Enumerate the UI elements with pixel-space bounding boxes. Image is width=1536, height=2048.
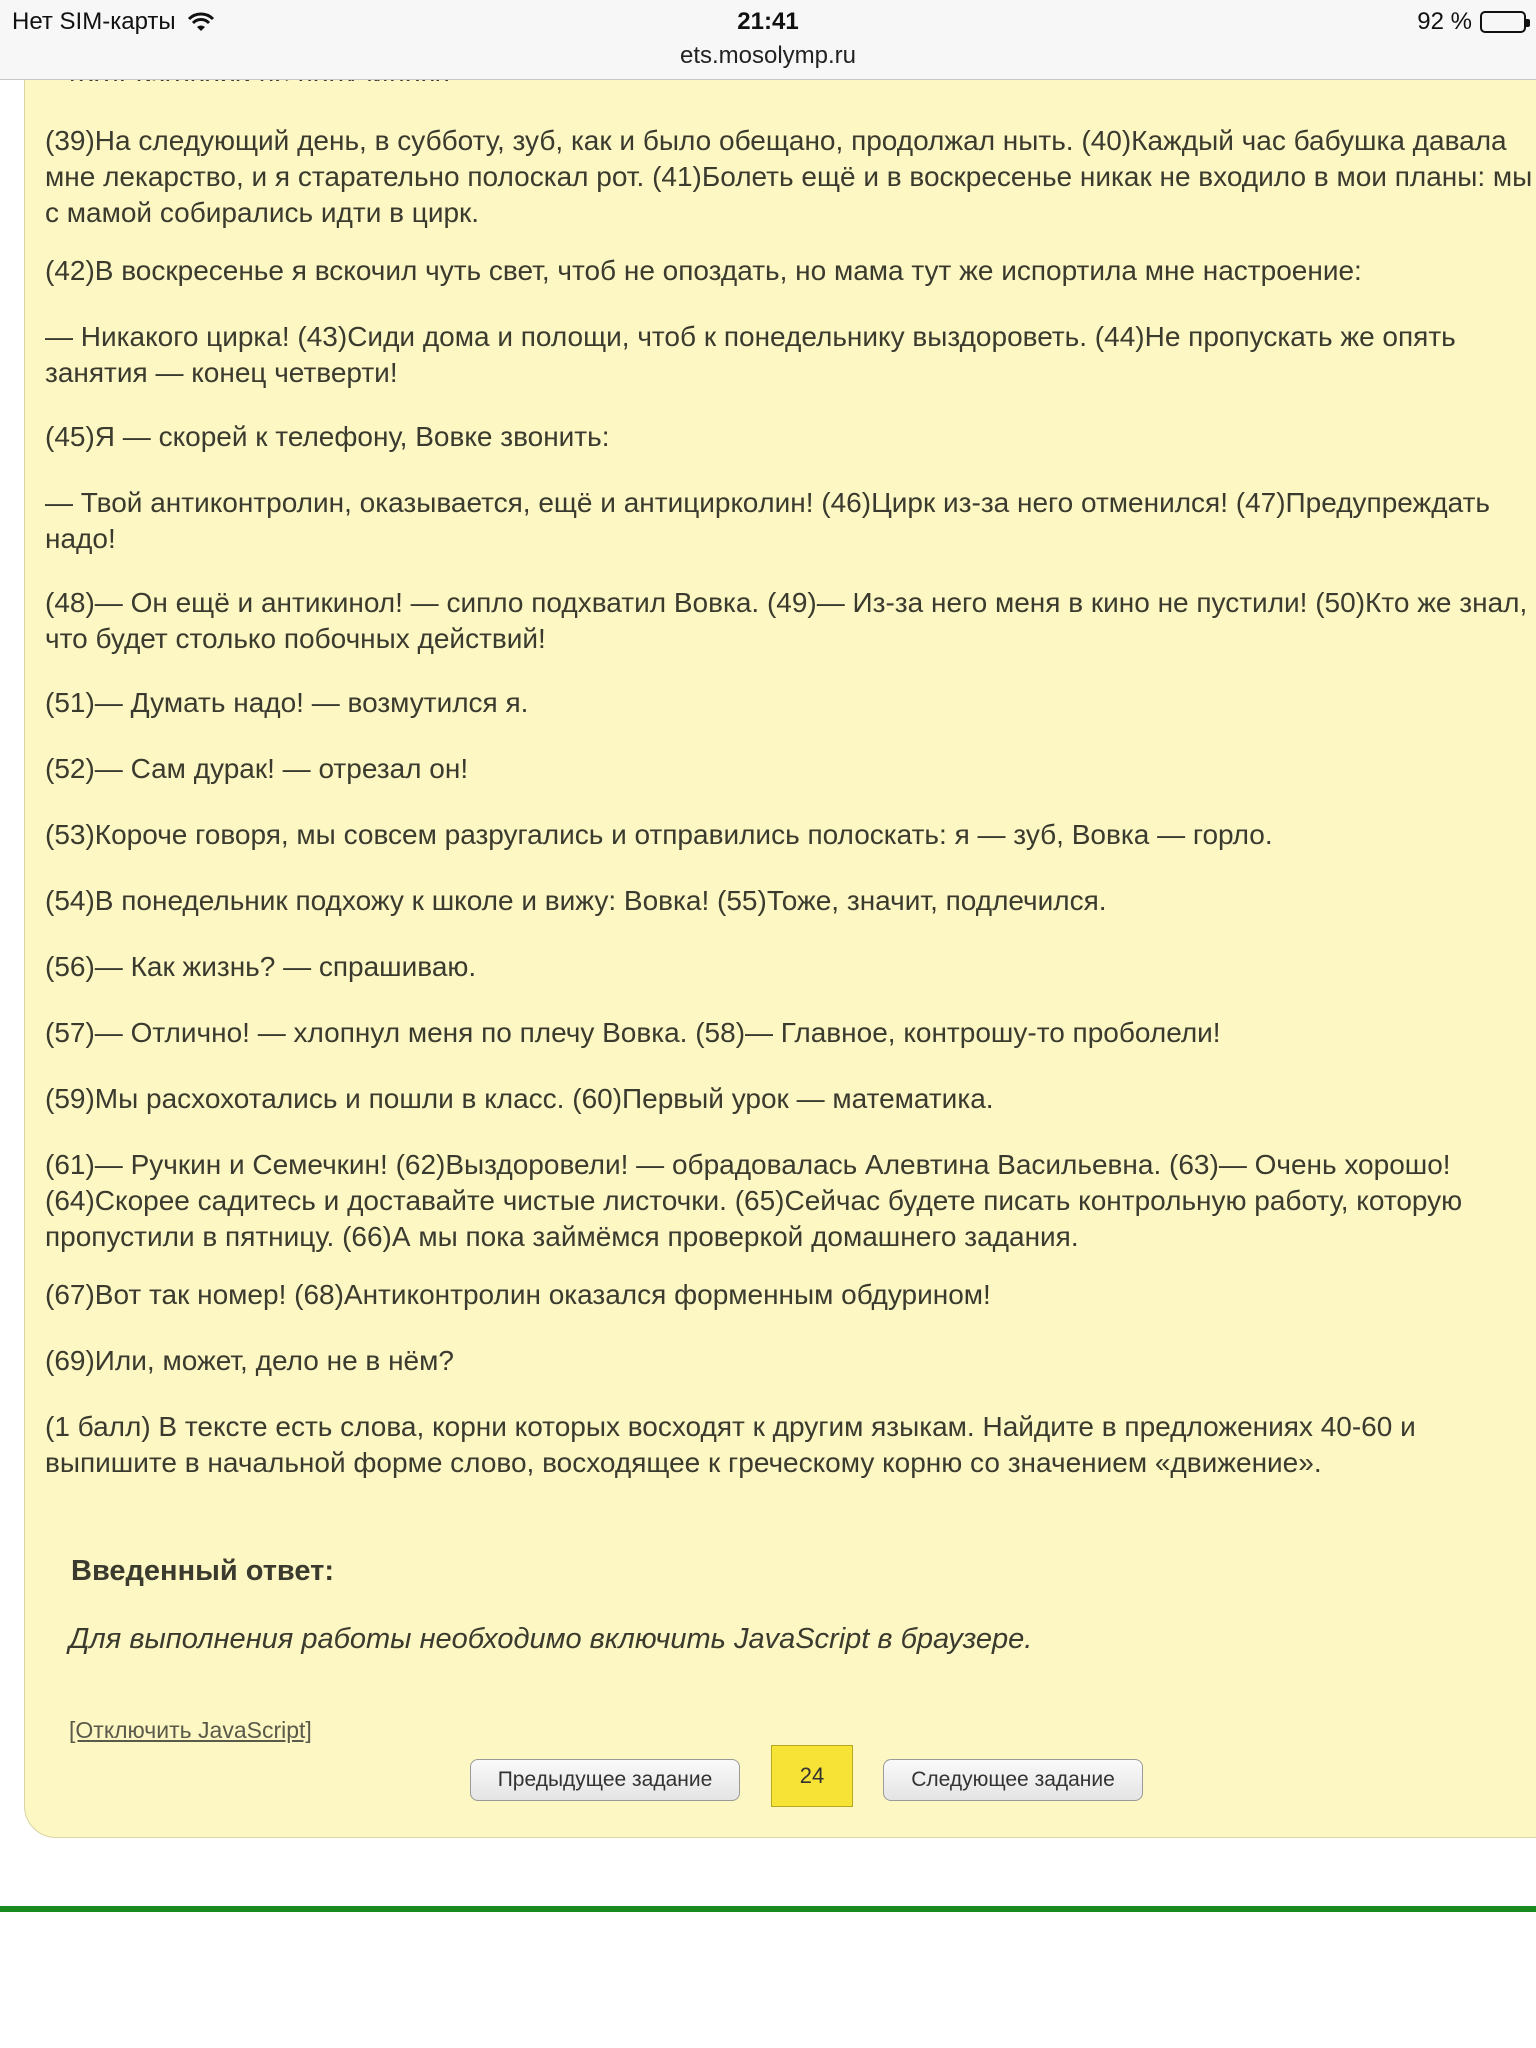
answer-label: Введенный ответ: [71,1555,334,1587]
text-paragraph: (45)Я — скорей к телефону, Вовке звонить: [45,421,610,452]
text-paragraph: — Никакого цирка! (43)Сиди дома и полощи, чтоб к понедельнику выздороветь. (44)Не пропускать же опять занятия — конец четверти! [45,321,1456,388]
javascript-notice: Для выполнения работы необходимо включить JavaScript в браузере. [69,1623,1033,1655]
text-paragraph: (67)Вот так номер! (68)Антиконтролин оказался форменным обдурином! [45,1279,991,1310]
text-paragraph: (48)— Он ещё и антикинол! — сипло подхватил Вовка. (49)— Из-за него меня в кино не пустили! (50)Кто же знал, что будет столько побочных действий! [45,587,1528,654]
battery-icon [1480,11,1526,33]
carrier-label: Нет SIM-карты [12,8,176,35]
text-paragraph: (61)— Ручкин и Семечкин! (62)Выздоровели! — обрадовалась Алевтина Васильевна. (63)— Очень хорошо! (64)Скорее садитесь и доставайте чистые листочки. (65)Сейчас будете писать контрольную работу, которую пропустили в пятницу. (66)А мы пока займёмся проверкой домашнего задания. [45,1149,1463,1252]
text-paragraph: (69)Или, может, дело не в нём? [45,1345,454,1376]
address-bar-url[interactable]: ets.mosolymp.ru [679,42,857,69]
text-paragraph: (42)В воскресенье я вскочил чуть свет, чтоб не опоздать, но мама тут же испортила мне настроение: [45,255,1362,286]
previous-task-button[interactable]: Предыдущее задание [470,1759,740,1801]
text-paragraph: (52)— Сам дурак! — отрезал он! [45,753,469,784]
task-panel [24,0,1536,1838]
next-task-button[interactable]: Следующее задание [883,1759,1143,1801]
clock: 21:41 [737,8,799,35]
status-bar [0,0,1536,80]
text-paragraph: (39)На следующий день, в субботу, зуб, как и было обещано, продолжал ныть. (40)Каждый час бабушка давала мне лекарство, и я старательно полоскал рот. (41)Болеть ещё и в воскресенье никак не входило в мои планы: мы с мамой собирались идти в цирк. [45,125,1533,228]
disable-javascript-link[interactable]: [Отключить JavaScript] [69,1717,312,1743]
text-paragraph: (53)Короче говоря, мы совсем разругались и отправились полоскать: я — зуб, Вовка — горло. [45,819,1273,850]
text-paragraph: (51)— Думать надо! — возмутился я. [45,687,529,718]
text-paragraph: (56)— Как жизнь? — спрашиваю. [45,951,477,982]
current-task-number: 24 [771,1745,853,1807]
text-paragraph: (1 балл) В тексте есть слова, корни которых восходят к другим языкам. Найдите в предложениях 40-60 и выпишите в начальной форме слово, восходящее к греческому корню со значением «движение». [45,1411,1416,1478]
footer-divider [0,1906,1536,1912]
battery-info [1417,8,1526,36]
text-paragraph: (54)В понедельник подхожу к школе и вижу: Вовка! (55)Тоже, значит, подлечился. [45,885,1107,916]
battery-percent: 92 % [1417,8,1472,35]
text-paragraph: (59)Мы расхохотались и пошли в класс. (60)Первый урок — математика. [45,1083,994,1114]
text-paragraph: (57)— Отлично! — хлопнул меня по плечу Вовка. (58)— Главное, контрошу-то проболели! [45,1017,1221,1048]
text-paragraph: — Твой антиконтролин, оказывается, ещё и антициркoлин! (46)Цирк из-за него отменился! (47)Предупреждать надо! [45,487,1490,554]
